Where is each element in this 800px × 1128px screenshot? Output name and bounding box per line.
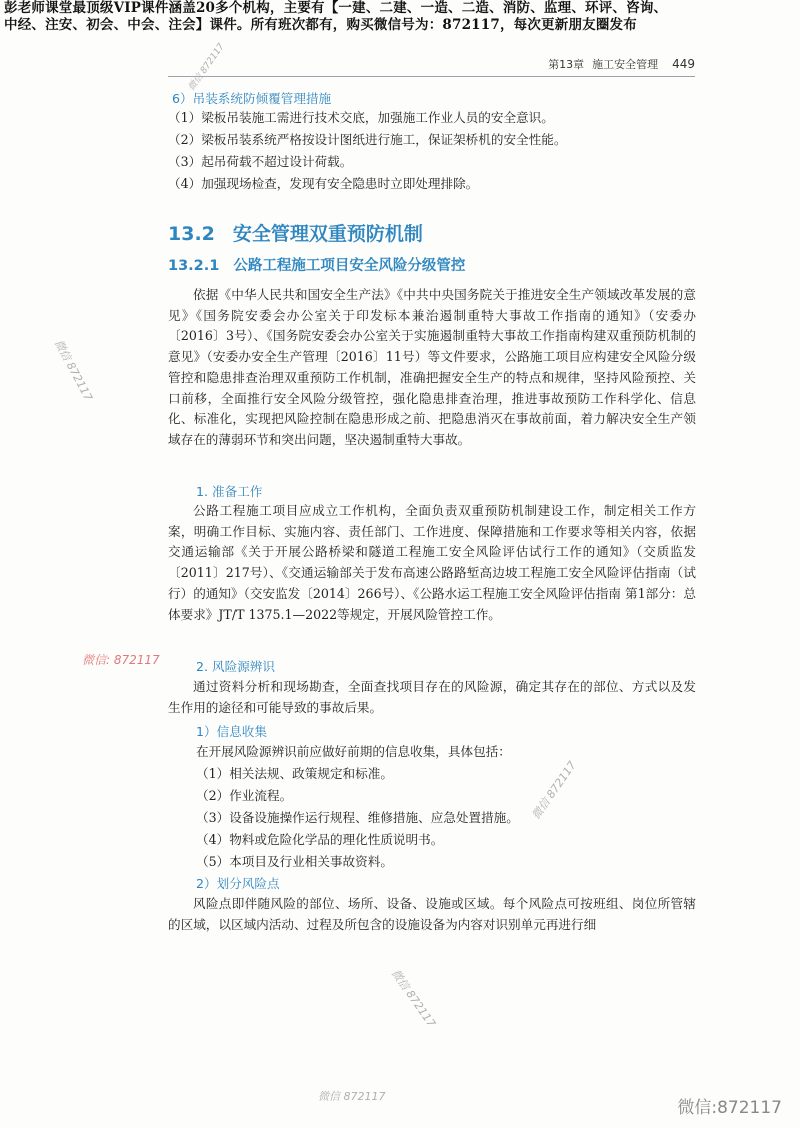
- top-banner: [0, 0, 800, 34]
- watermark-5: 微信 872117: [388, 966, 439, 1030]
- section-number: 13.2: [168, 223, 215, 245]
- banner-line-2: 中经、注安、初会、中会、注会】课件。所有班次都有，购买微信号为：872117，每次更新朋友圈发布: [4, 17, 637, 33]
- watermark-1: 微信 872117: [186, 41, 227, 93]
- subsection-title: 公路工程施工项目安全风险分级管控: [233, 258, 466, 274]
- section6-heading: 6）吊装系统防倾覆管理措施: [172, 91, 332, 106]
- watermark-4: 微信 872117: [529, 758, 579, 822]
- info-item-2: （2）作业流程。: [196, 788, 293, 803]
- section-title: 安全管理双重预防机制: [232, 223, 423, 245]
- watermark-2: 微信 872117: [51, 337, 95, 404]
- risk-heading: 2. 风险源辨识: [196, 659, 275, 674]
- section6-item-3: （3）起吊荷载不超过设计荷载。: [168, 154, 353, 169]
- subsection-number: 13.2.1: [168, 258, 220, 274]
- points-paragraph: 风险点即伴随风险的部位、场所、设备、设施或区域。每个风险点可按班组、岗位所管辖的区域，以区域内活动、过程及所包含的设施设备为内容对识别单元再进行细: [168, 896, 696, 932]
- banner-line-1: 彭老师课堂最顶级VIP课件涵盖20多个机构，主要有【一建、二建、一造、二造、消防、监理、环评、咨询、: [4, 0, 668, 16]
- section-heading-13-2: [168, 219, 423, 246]
- info-intro: 在开展风险源辨识前应做好前期的信息收集，具体包括：: [196, 744, 511, 759]
- prep-heading: 1. 准备工作: [196, 484, 263, 499]
- watermark-6: 微信 872117: [318, 1090, 386, 1103]
- info-item-1: （1）相关法规、政策规定和标准。: [196, 766, 393, 781]
- intro-paragraph: 依据《中华人民共和国安全生产法》《中共中央国务院关于推进安全生产领域改革发展的意见》《国务院安委会办公室关于印发标本兼治遏制重特大事故工作指南的通知》（安委办〔2016〕3号）、《国务院安委会办公室关于实施遏制重特大事故工作指南构建双重预防机制的意见》（安委办安全生产管理〔2016〕11号）等文件要求，公路施工项目应构建安全风险分级管控和隐患排查治理双重预防工作机制，准确把握安全生产的特点和规律，坚持风险预控、关口前移，全面推行安全风险分级管控，强化隐患排查治理，推进事故预防工作科学化、信息化、标准化，实现把风险控制在隐患形成之前、把隐患消灭在事故前面，着力解决安全生产领域存在的薄弱环节和突出问题，坚决遏制重特大事故。: [168, 287, 696, 447]
- info-item-5: （5）本项目及行业相关事故资料。: [196, 854, 393, 869]
- section6-item-1: （1）梁板吊装施工需进行技术交底，加强施工作业人员的安全意识。: [168, 110, 554, 125]
- section6-item-2: （2）梁板吊装系统严格按设计图纸进行施工，保证架桥机的安全性能。: [168, 132, 567, 147]
- subsection-heading-13-2-1: [168, 254, 465, 275]
- prep-paragraph: 公路工程施工项目应成立工作机构，全面负责双重预防机制建设工作，制定相关工作方案，明确工作目标、实施内容、责任部门、工作进度、保障措施和工作要求等相关内容，依据交通运输部《关于开展公路桥梁和隧道工程施工安全风险评估试行工作的通知》（交质监发〔2011〕217号）、《交通运输部关于发布高速公路路堑高边坡工程施工安全风险评估指南（试行）的通知》（交安监发〔2014〕266号）、《公路水运工程施工安全风险评估指南 第1部分：总体要求》JT/T 1375.1—2022等规定，开展风险管控工作。: [168, 503, 696, 622]
- risk-paragraph: 通过资料分析和现场勘查，全面查找项目存在的风险源，确定其存在的部位、方式以及发生作用的途径和可能导致的事故后果。: [168, 679, 696, 715]
- chapter-title: 施工安全管理: [592, 58, 659, 71]
- watermark-bottom: 微信:872117: [677, 1098, 782, 1118]
- section6-item-4: （4）加强现场检查，发现有安全隐患时立即处理排除。: [168, 176, 479, 191]
- page-number: 449: [672, 57, 695, 71]
- info-heading: 1）信息收集: [196, 724, 267, 739]
- page-header: [168, 56, 695, 77]
- chapter-label: 第13章: [548, 58, 585, 71]
- points-heading: 2）划分风险点: [196, 876, 280, 891]
- info-item-3: （3）设备设施操作运行规程、维修措施、应急处置措施。: [196, 810, 519, 825]
- info-item-4: （4）物料或危险化学品的理化性质说明书。: [196, 832, 444, 847]
- watermark-3: 微信: 872117: [82, 653, 160, 667]
